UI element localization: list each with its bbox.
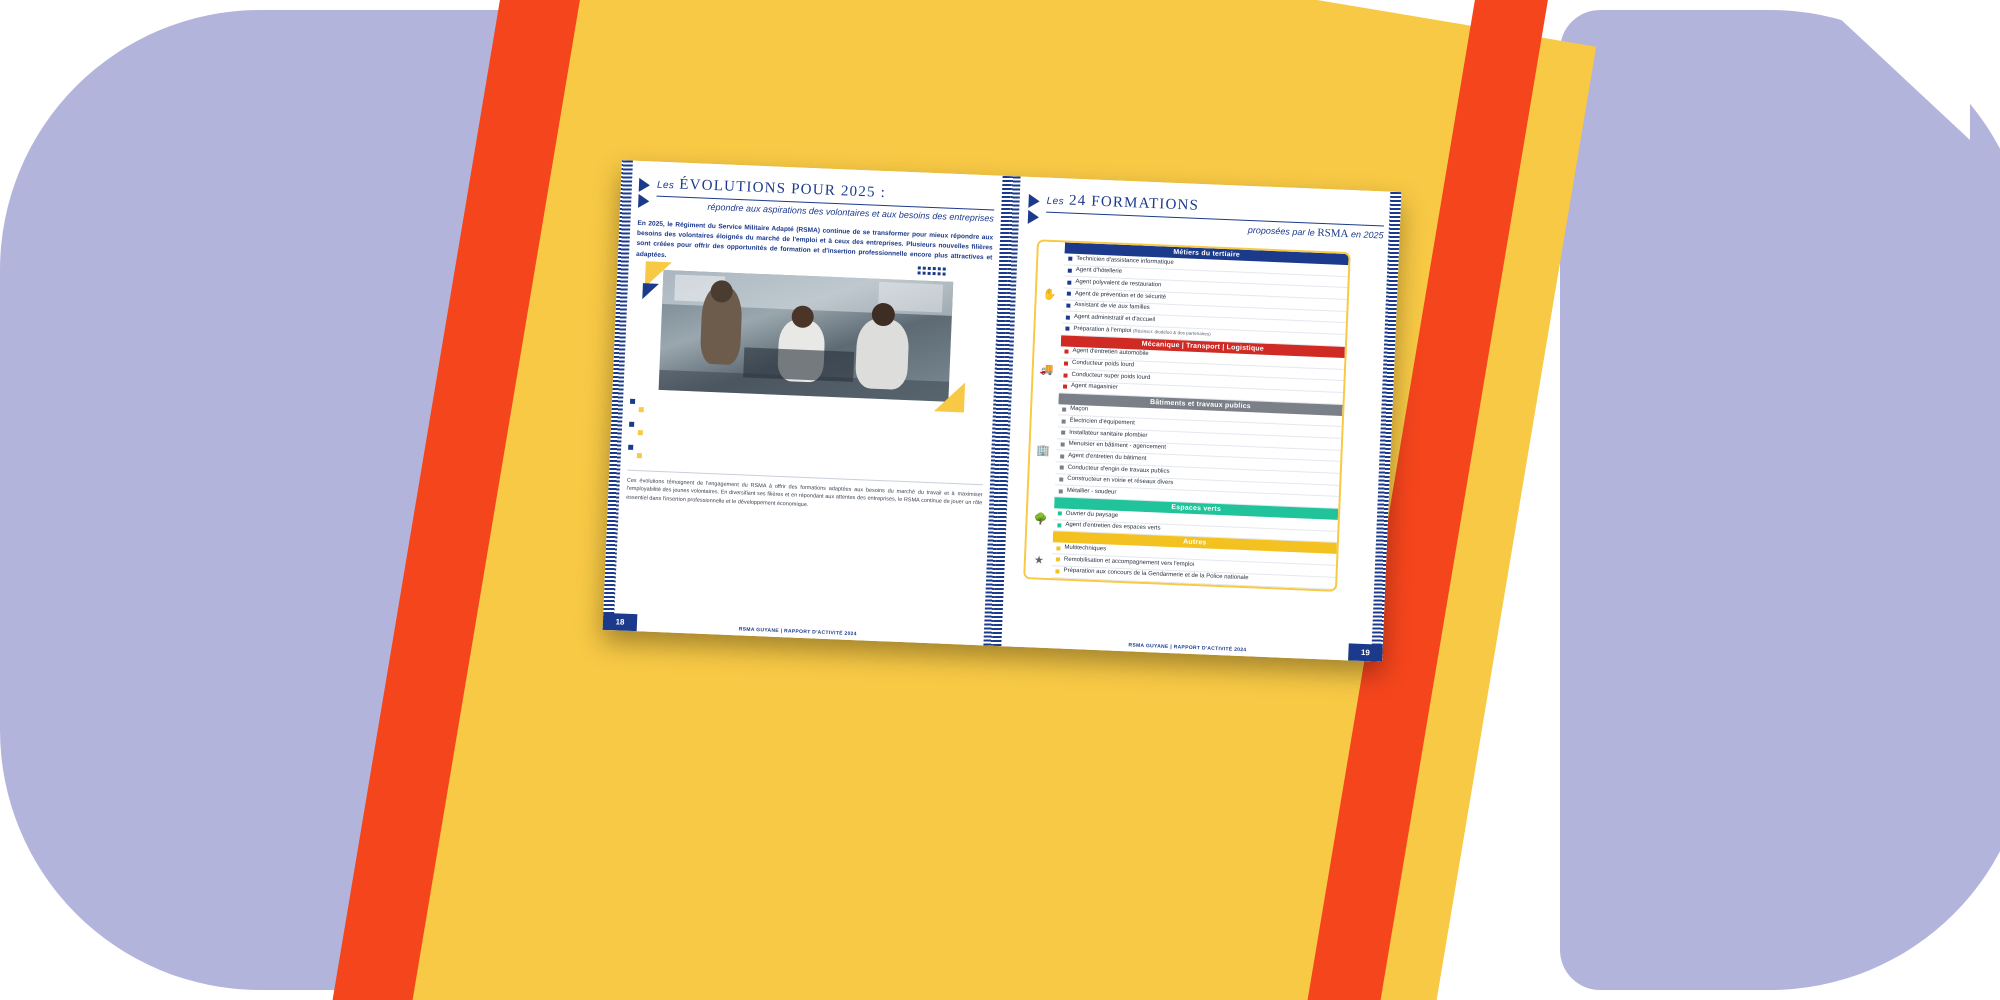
background-shape-right xyxy=(1560,10,2000,990)
building-icon: 🏢 xyxy=(1036,444,1051,458)
tree-icon: 🌳 xyxy=(1033,513,1048,526)
row-bullet-icon xyxy=(1067,292,1071,296)
footer-text-left: RSMA GUYANE | RAPPORT D'ACTIVITÉ 2024 xyxy=(738,626,857,638)
square-bullet-yellow-icon xyxy=(637,453,642,458)
formation-duration xyxy=(1305,304,1343,306)
formation-duration xyxy=(1301,385,1339,387)
row-bullet-icon xyxy=(1058,512,1062,516)
formation-label: Technicien d'assistance informatique xyxy=(1076,255,1174,266)
left-closing-paragraph: Ces évolutions témoignent de l'engagement du RSMA à offrir des formations adaptées aux besoins du marché du travail et à maximiser l'employabilité des jeunes volontaires. En diversifiant ses filières et en répondant aux attentes des entreprises, le RSMA continue de jouer un rôle essentiel dans l'insertion professionnelle et le développement économique. xyxy=(626,470,983,517)
formation-label: Préparation aux concours de la Gendarmerie et de la Police nationale xyxy=(1063,568,1249,582)
right-page-heading xyxy=(1028,191,1385,242)
category-header: Bâtiments et travaux publics xyxy=(1058,393,1342,416)
formation-duration xyxy=(1306,269,1344,271)
right-subtitle-prefix: proposées par le xyxy=(1247,224,1316,238)
category-header: Métiers du tertiaire xyxy=(1065,242,1349,265)
right-heading-title: 24 FORMATIONS xyxy=(1068,192,1200,214)
formation-duration xyxy=(1293,581,1331,583)
row-bullet-icon xyxy=(1056,546,1060,550)
category-header: Espaces verts xyxy=(1054,497,1338,520)
photo-corner-yellow-bottom xyxy=(934,381,965,412)
formation-label: Assistant de vie aux familles xyxy=(1074,302,1150,312)
row-bullet-icon xyxy=(1059,489,1063,493)
formation-duration xyxy=(1306,280,1344,282)
row-bullet-icon xyxy=(1062,419,1066,423)
formation-label: Agent d'entretien du bâtiment xyxy=(1068,452,1147,462)
square-bullet-icon xyxy=(628,445,633,450)
row-bullet-icon xyxy=(1061,431,1065,435)
row-bullet-icon xyxy=(1064,361,1068,365)
left-page-heading xyxy=(638,175,995,224)
page-number-left: 18 xyxy=(603,613,638,631)
row-bullet-icon xyxy=(1066,315,1070,319)
formation-duration xyxy=(1300,419,1338,421)
row-bullet-icon xyxy=(1060,454,1064,458)
formation-duration xyxy=(1305,292,1343,294)
chevron-right-icon-2 xyxy=(1028,194,1040,224)
square-bullet-yellow-icon xyxy=(639,407,644,412)
left-heading-title: ÉVOLUTIONS POUR 2025 : xyxy=(679,176,887,202)
square-bullet-yellow-icon xyxy=(638,430,643,435)
formation-label: Agent magasinier xyxy=(1070,383,1118,392)
formation-label: Agent polyvalent de restauration xyxy=(1075,278,1162,289)
formation-label: Agent d'hôtellerie xyxy=(1075,267,1123,276)
formation-label: Installateur sanitaire plombier xyxy=(1069,429,1148,439)
workshop-photo xyxy=(659,270,954,402)
row-bullet-icon xyxy=(1066,304,1070,308)
formation-label: Multitechniques xyxy=(1064,544,1107,553)
formation-duration xyxy=(1298,454,1336,456)
formation-duration xyxy=(1297,501,1335,503)
photo-dot-grid-decor xyxy=(918,266,946,275)
background-corner-top-right xyxy=(1820,0,1970,140)
background-corner-bottom-left xyxy=(0,850,160,1000)
page-right xyxy=(992,176,1401,662)
formation-duration xyxy=(1297,489,1335,491)
formation-duration xyxy=(1303,339,1341,341)
row-bullet-icon xyxy=(1062,407,1066,411)
chevron-right-icon xyxy=(638,178,650,208)
footer-text-right: RSMA GUYANE | RAPPORT D'ACTIVITÉ 2024 xyxy=(1128,642,1247,654)
row-bullet-icon xyxy=(1063,373,1067,377)
formation-label: Constructeur en voirie et réseaux divers xyxy=(1067,476,1174,487)
star-icon: ★ xyxy=(1033,553,1045,567)
formation-label: Remobilisation et accompagnement vers l'emploi xyxy=(1063,556,1195,568)
formation-duration xyxy=(1294,558,1332,560)
formation-label: Métallier - soudeur xyxy=(1066,487,1117,496)
document-spread xyxy=(603,160,1402,662)
row-bullet-icon xyxy=(1067,280,1071,284)
formation-duration xyxy=(1295,535,1333,537)
formation-duration xyxy=(1299,442,1337,444)
formations-rows xyxy=(1051,242,1349,589)
square-bullet-icon xyxy=(629,422,634,427)
formation-label: Électricien d'équipement xyxy=(1069,417,1135,427)
formation-duration xyxy=(1299,431,1337,433)
photo-figure xyxy=(659,270,954,402)
formation-duration xyxy=(1301,396,1339,398)
content-block xyxy=(628,444,984,473)
formation-duration xyxy=(1302,373,1340,375)
formation-label: Agent d'entretien automobile xyxy=(1072,348,1149,358)
formation-label: Conducteur poids lourd xyxy=(1071,359,1135,369)
formation-duration xyxy=(1296,524,1334,526)
formation-label: Conducteur super poids lourd xyxy=(1071,371,1151,381)
row-bullet-icon xyxy=(1065,327,1069,331)
right-subtitle-suffix: en 2025 xyxy=(1350,229,1384,241)
formation-duration xyxy=(1304,327,1342,329)
category-header: Mécanique | Transport | Logistique xyxy=(1061,335,1345,358)
formation-label: Conducteur d'engin de travaux publics xyxy=(1067,464,1170,475)
formation-label: Ouvrier du paysage xyxy=(1065,510,1119,519)
left-intro-paragraph: En 2025, le Régiment du Service Militaire Adapté (RSMA) continue de se transformer pour mieux répondre aux besoins des volontaires éloignés du marché de l'emploi et à ceux des entreprises. Plusieurs nouvelles filières sont créées pour offrir des opportunités de formation et d'insertion professionnelle encore plus attractives et adaptées. xyxy=(635,219,994,262)
row-bullet-icon xyxy=(1056,558,1060,562)
right-heading-eyebrow: Les xyxy=(1046,195,1065,208)
formation-label: Agent de prévention et de sécurité xyxy=(1074,290,1167,301)
truck-icon: 🚚 xyxy=(1039,363,1054,377)
formation-duration xyxy=(1298,478,1336,480)
row-bullet-icon xyxy=(1061,442,1065,446)
formation-duration xyxy=(1304,315,1342,317)
row-bullet-icon xyxy=(1057,523,1061,527)
category-header: Autres xyxy=(1053,532,1337,555)
row-bullet-icon xyxy=(1068,257,1072,261)
formations-table xyxy=(1023,239,1351,591)
photo-corner-blue xyxy=(642,283,659,300)
right-subtitle-brand: RSMA xyxy=(1317,226,1349,241)
page-left xyxy=(603,160,1012,646)
left-heading-eyebrow: Les xyxy=(656,179,675,192)
left-heading-subtitle: répondre aux aspirations des volontaires et aux besoins des entreprises xyxy=(707,201,995,224)
formation-label: Menuisier en bâtiment - agencement xyxy=(1068,440,1167,451)
page-number-right: 19 xyxy=(1348,643,1383,661)
square-bullet-icon xyxy=(630,399,635,404)
formation-duration xyxy=(1294,570,1332,572)
row-bullet-icon xyxy=(1059,477,1063,481)
row-bullet-icon xyxy=(1055,569,1059,573)
row-bullet-icon xyxy=(1064,350,1068,354)
formation-duration xyxy=(1302,361,1340,363)
row-bullet-icon xyxy=(1063,385,1067,389)
formation-label: Maçon xyxy=(1070,405,1089,413)
row-bullet-icon xyxy=(1060,466,1064,470)
hand-service-icon: ✋ xyxy=(1042,288,1057,301)
left-content-blocks xyxy=(628,398,986,473)
formation-duration xyxy=(1298,466,1336,468)
formation-label: Préparation à l'emploi (Résinscr. diodéloo & dos partenaires) xyxy=(1073,325,1211,337)
formation-label: Agent administratif et d'accueil xyxy=(1073,313,1156,324)
row-bullet-icon xyxy=(1068,269,1072,273)
formation-label: Agent d'entretien des espaces verts xyxy=(1065,522,1161,532)
